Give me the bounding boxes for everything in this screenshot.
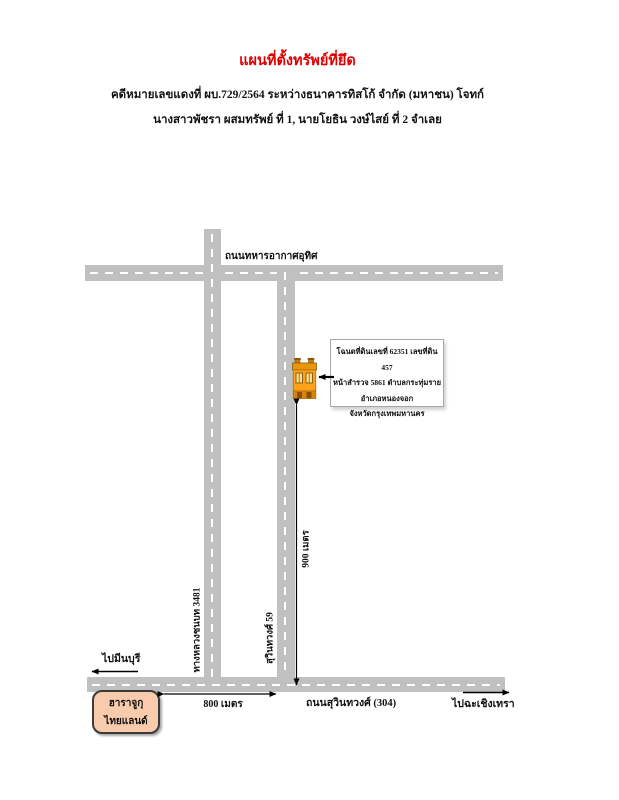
distance-900m-label: 900 เมตร xyxy=(301,530,312,568)
landmark-harajuku-box xyxy=(92,690,160,734)
distance-800m-label: 800 เมตร xyxy=(203,699,243,710)
page-title: แผนที่ตั้งทรัพย์ที่ยึด xyxy=(239,53,356,69)
survey-line: หน้าสำรวจ 5861 ตำบลกระทุ่มราย xyxy=(332,378,441,387)
road-centerline xyxy=(284,272,286,686)
soi-label: สุวินทวงศ์ 59 xyxy=(265,612,276,664)
deed-number-line: โฉนดที่ดินเลขที่ 62351 เลขที่ดิน 457 xyxy=(336,347,438,372)
district-line: อำเภอหนองจอก xyxy=(360,393,414,403)
province-line: จังหวัดกรุงเทพมหานคร xyxy=(349,409,425,418)
road-rural-highway-3481 xyxy=(204,229,221,691)
landmark-name-line2: ไทยแลนด์ xyxy=(104,716,148,727)
direction-chachoengsao-label: ไปฉะเชิงเทรา xyxy=(452,699,515,710)
road-centerline xyxy=(211,234,213,686)
bottom-road-label: ถนนสุวินทวงศ์ (304) xyxy=(306,698,397,709)
landmark-name-line1: ฮาราจูกุ xyxy=(108,698,144,709)
top-road-label: ถนนทหารอากาศอุทิศ xyxy=(225,251,318,262)
house-icon xyxy=(292,358,317,399)
defendant-line: นางสาวพัชรา ผสมทรัพย์ ที่ 1, นายโยธิน วงษ์ไสย์ ที่ 2 จำเลย xyxy=(153,114,442,126)
case-number-line: คดีหมายเลขแดงที่ ผบ.729/2564 ระหว่างธนาคารทิสโก้ จำกัด (มหาชน) โจทก์ xyxy=(110,89,485,101)
deed-info-box xyxy=(330,339,444,418)
road-soi-suwinthawong-59 xyxy=(277,267,295,691)
road-centerline xyxy=(92,684,500,686)
left-road-label: ทางหลวงชนบท 3481 xyxy=(192,587,203,673)
direction-minburi-label: ไปมีนบุรี xyxy=(102,654,141,665)
